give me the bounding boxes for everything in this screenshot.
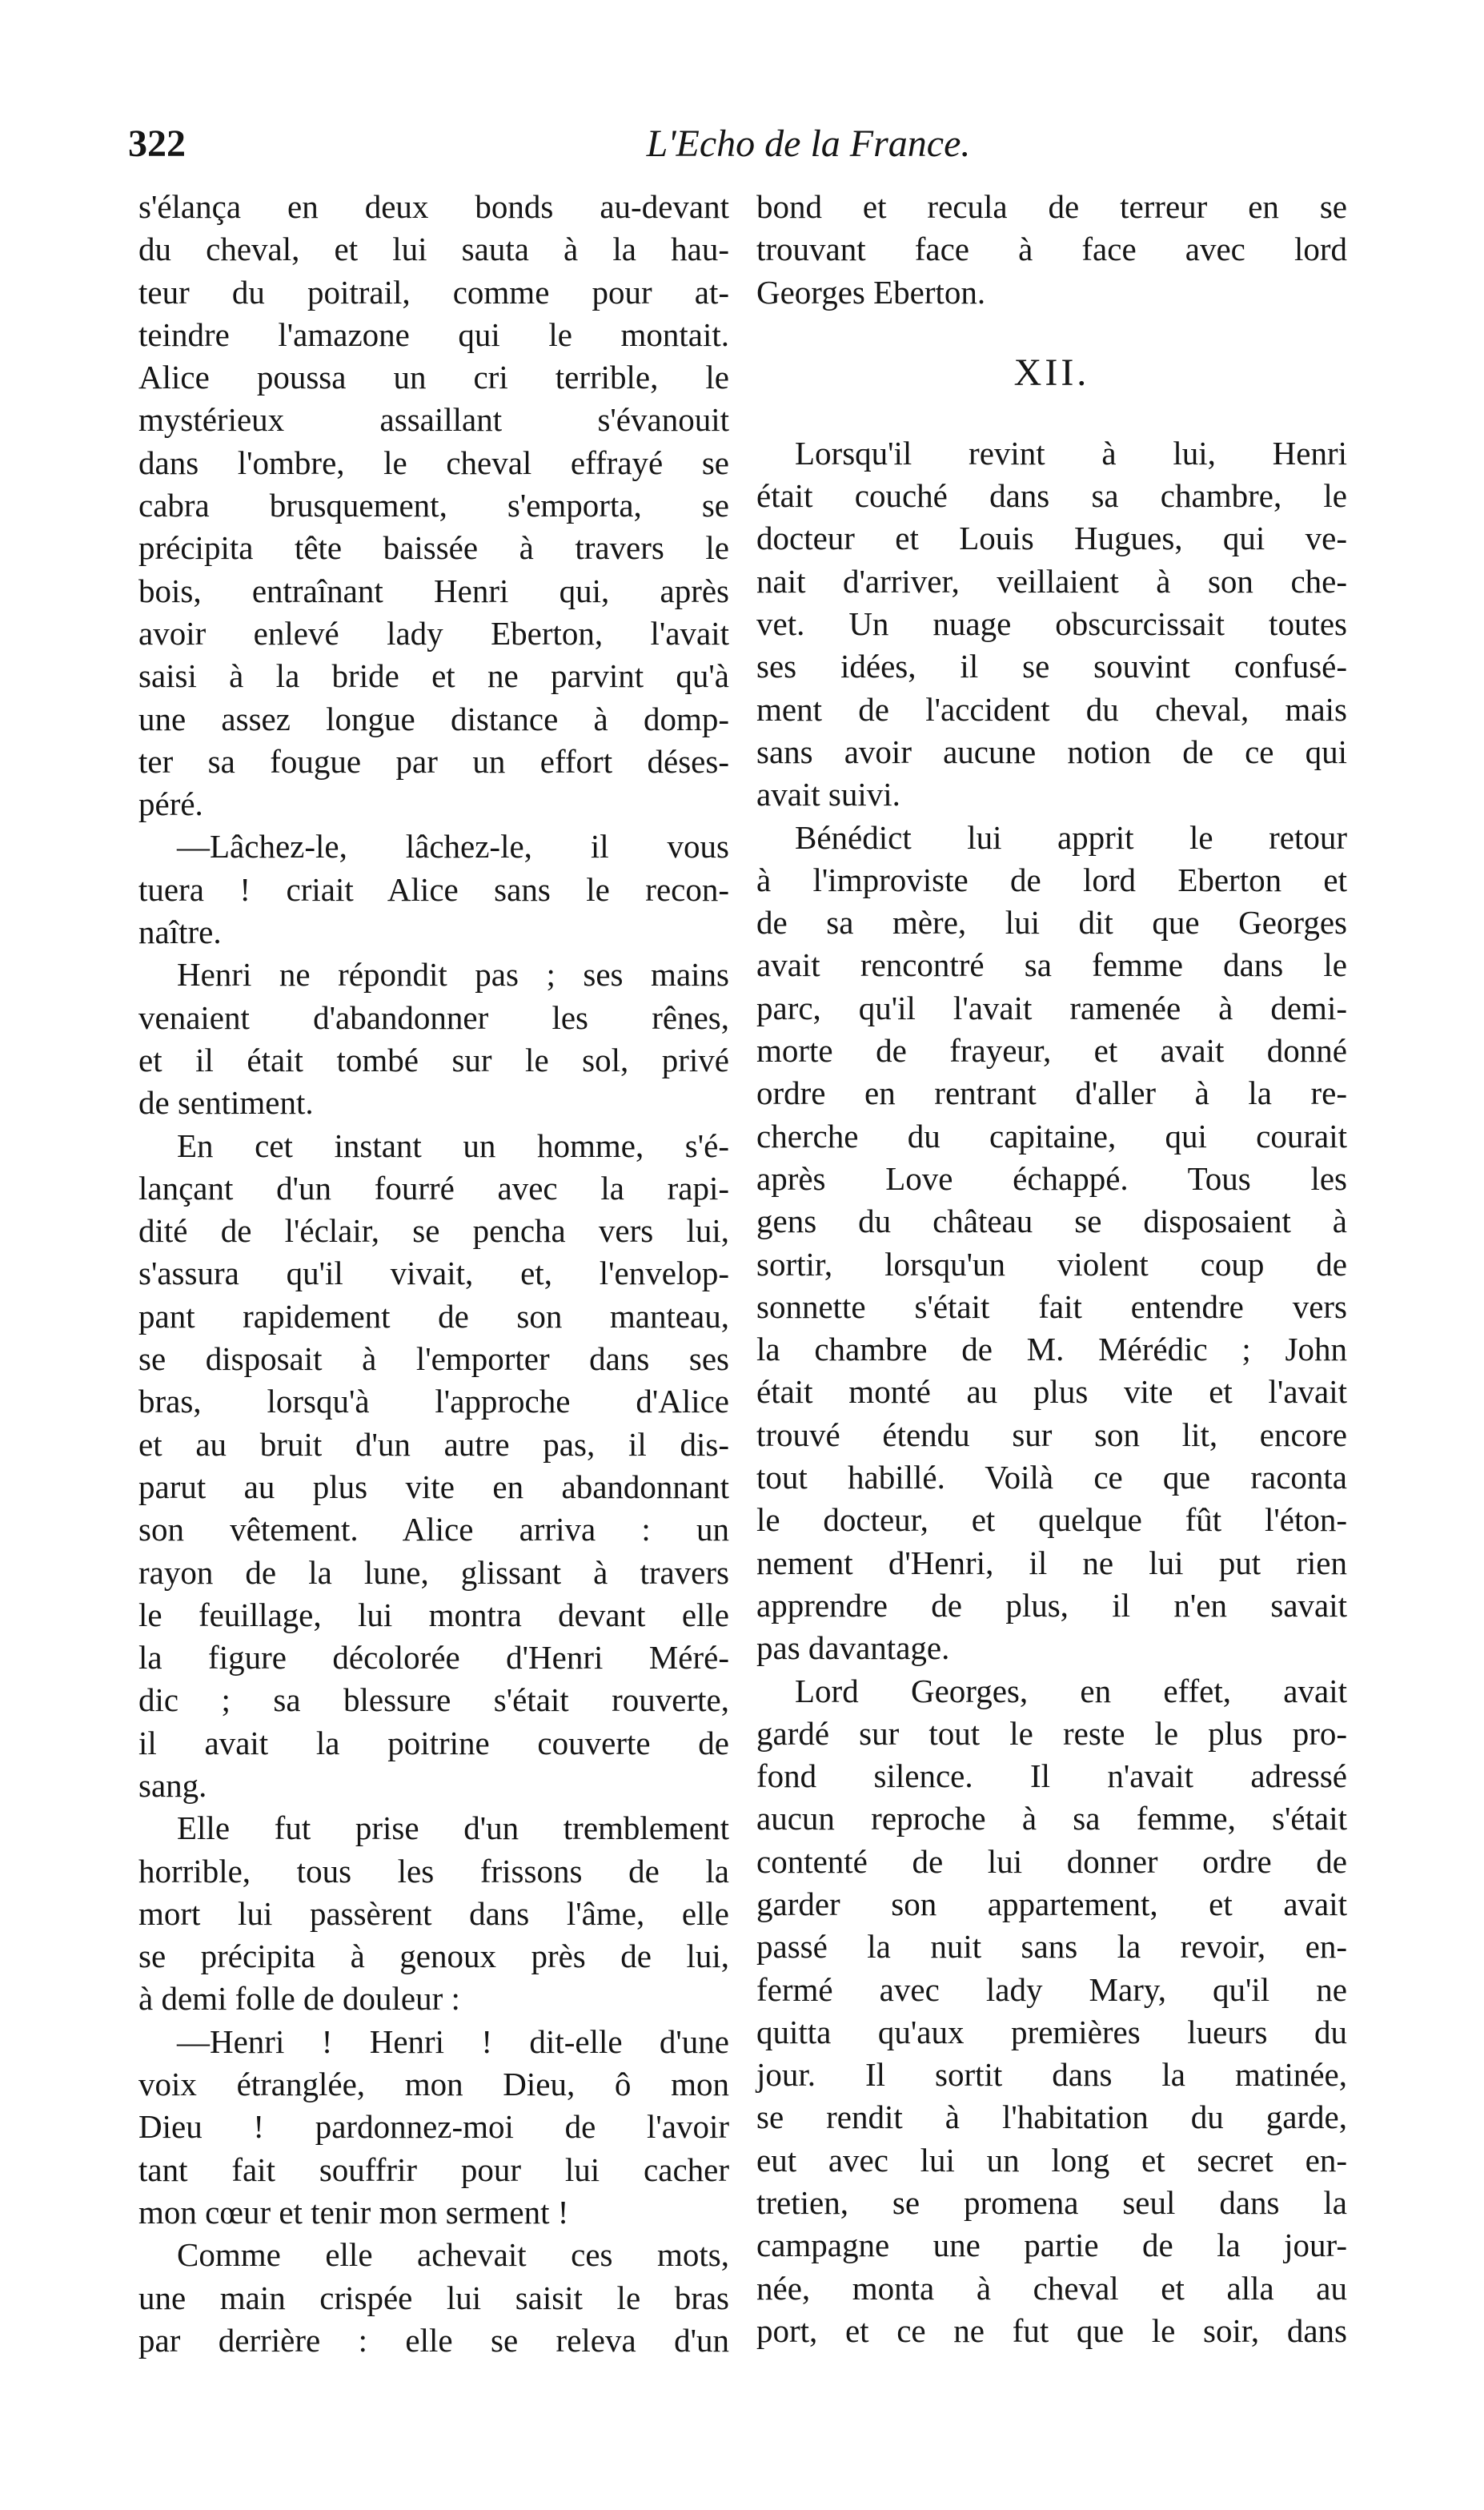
text-line: s'assura qu'il vivait, et, l'envelop- bbox=[138, 1255, 729, 1292]
text-line: tant fait souffrir pour lui cacher bbox=[138, 2151, 729, 2188]
text-line: gens du château se disposaient à bbox=[756, 1203, 1347, 1240]
text-line: se précipita à genoux près de lui, bbox=[138, 1938, 729, 1975]
text-line: eut avec lui un long et secret en- bbox=[756, 2141, 1347, 2179]
text-line: dic ; sa blessure s'était rouverte, bbox=[138, 1681, 729, 1719]
text-line: quitta qu'aux premières lueurs du bbox=[756, 2013, 1347, 2050]
text-line: nement d'Henri, il ne lui put rien bbox=[756, 1544, 1347, 1581]
page-header bbox=[128, 120, 1361, 176]
text-line: naître. bbox=[138, 914, 222, 951]
text-line: tretien, se promena seul dans la bbox=[756, 2184, 1347, 2222]
paragraph bbox=[756, 817, 1347, 1670]
text-line: précipita tête baissée à travers le bbox=[138, 529, 729, 567]
left-column bbox=[138, 186, 729, 2362]
text-line: Alice poussa un cri terrible, le bbox=[138, 359, 729, 396]
text-line: sans avoir aucune notion de ce qui bbox=[756, 733, 1347, 770]
text-line: apprendre de plus, il n'en savait bbox=[756, 1586, 1347, 1624]
text-line: tuera ! criait Alice sans le recon- bbox=[138, 870, 729, 908]
text-line: péré. bbox=[138, 785, 203, 823]
text-line: mort lui passèrent dans l'âme, elle bbox=[138, 1894, 729, 1932]
text-line: passé la nuit sans la revoir, en- bbox=[756, 1928, 1347, 1966]
text-line: contenté de lui donner ordre de bbox=[756, 1842, 1347, 1880]
text-line: campagne une partie de la jour- bbox=[756, 2227, 1347, 2264]
text-line: après Love échappé. Tous les bbox=[756, 1159, 1347, 1197]
text-line: venaient d'abandonner les rênes, bbox=[138, 998, 729, 1036]
text-line: vet. Un nuage obscurcissait toutes bbox=[756, 605, 1347, 643]
paragraph bbox=[138, 825, 729, 954]
text-line: Dieu ! pardonnez-moi de l'avoir bbox=[138, 2108, 729, 2146]
text-line: cherche du capitaine, qui courait bbox=[756, 1117, 1347, 1155]
text-line: une main crispée lui saisit le bras bbox=[138, 2279, 729, 2316]
text-line: trouvé étendu sur son lit, encore bbox=[756, 1416, 1347, 1453]
text-line: bois, entraînant Henri qui, après bbox=[138, 572, 729, 609]
text-line: le feuillage, lui montra devant elle bbox=[138, 1596, 729, 1633]
text-line: se rendit à l'habitation du garde, bbox=[756, 2098, 1347, 2136]
text-line: Lord Georges, en effet, avait bbox=[795, 1672, 1347, 1709]
text-line: cabra brusquement, s'emporta, se bbox=[138, 487, 729, 524]
text-line: aucun reproche à sa femme, s'était bbox=[756, 1800, 1347, 1837]
text-line: ment de l'accident du cheval, mais bbox=[756, 690, 1347, 728]
text-line: ses idées, il se souvint confusé- bbox=[756, 648, 1347, 685]
paragraph bbox=[138, 2234, 729, 2362]
text-line: du cheval, et lui sauta à la hau- bbox=[138, 231, 729, 268]
text-line: bond et recula de terreur en se bbox=[756, 188, 1347, 225]
paragraph bbox=[756, 186, 1347, 314]
paragraph bbox=[756, 432, 1347, 817]
text-line: était couché dans sa chambre, le bbox=[756, 477, 1347, 515]
paragraph bbox=[138, 1807, 729, 2020]
text-line: docteur et Louis Hugues, qui ve- bbox=[756, 520, 1347, 557]
text-line: née, monta à cheval et alla au bbox=[756, 2269, 1347, 2307]
text-line: saisi à la bride et ne parvint qu'à bbox=[138, 657, 729, 695]
text-line: gardé sur tout le reste le plus pro- bbox=[756, 1714, 1347, 1752]
text-line: avoir enlevé lady Eberton, l'avait bbox=[138, 614, 729, 652]
text-line: avait rencontré sa femme dans le bbox=[756, 946, 1347, 984]
text-line: Georges Eberton. bbox=[756, 273, 986, 311]
text-line: son vêtement. Alice arriva : un bbox=[138, 1511, 729, 1548]
text-line: teindre l'amazone qui le montait. bbox=[138, 315, 729, 353]
text-line: se disposait à l'emporter dans ses bbox=[138, 1340, 729, 1378]
text-line: dans l'ombre, le cheval effrayé se bbox=[138, 444, 729, 481]
text-line: avait suivi. bbox=[756, 776, 900, 813]
text-line: sonnette s'était fait entendre vers bbox=[756, 1287, 1347, 1325]
text-line: Lorsqu'il revint à lui, Henri bbox=[795, 434, 1347, 472]
text-line: —Lâchez-le, lâchez-le, il vous bbox=[177, 828, 729, 865]
text-line: garder son appartement, et avait bbox=[756, 1885, 1347, 1922]
text-line: En cet instant un homme, s'é- bbox=[177, 1126, 729, 1164]
text-line: et il était tombé sur le sol, privé bbox=[138, 1041, 729, 1078]
page-number: 322 bbox=[128, 122, 186, 165]
text-line: jour. Il sortit dans la matinée, bbox=[756, 2056, 1347, 2094]
text-line: la figure décolorée d'Henri Méré- bbox=[138, 1639, 729, 1677]
text-line: il avait la poitrine couverte de bbox=[138, 1724, 729, 1761]
text-line: s'élança en deux bonds au-devant bbox=[138, 188, 729, 225]
text-line: fermé avec lady Mary, qu'il ne bbox=[756, 1970, 1347, 2008]
text-line: teur du poitrail, comme pour at- bbox=[138, 273, 729, 311]
text-line: sang. bbox=[138, 1766, 207, 1804]
text-line: à demi folle de douleur : bbox=[138, 1980, 460, 2018]
text-line: dité de l'éclair, se pencha vers lui, bbox=[138, 1212, 729, 1250]
text-line: et au bruit d'un autre pas, il dis- bbox=[138, 1425, 729, 1463]
text-line: Bénédict lui apprit le retour bbox=[795, 818, 1347, 856]
text-line: port, et ce ne fut que le soir, dans bbox=[756, 2311, 1347, 2349]
text-line: voix étranglée, mon Dieu, ô mon bbox=[138, 2066, 729, 2103]
text-line: Elle fut prise d'un tremblement bbox=[177, 1809, 729, 1847]
text-line: était monté au plus vite et l'avait bbox=[756, 1373, 1347, 1411]
text-line: morte de frayeur, et avait donné bbox=[756, 1032, 1347, 1070]
text-line: bras, lorsqu'à l'approche d'Alice bbox=[138, 1383, 729, 1420]
text-line: mystérieux assaillant s'évanouit bbox=[138, 401, 729, 439]
paragraph bbox=[138, 186, 729, 825]
text-line: de sa mère, lui dit que Georges bbox=[756, 904, 1347, 942]
text-line: Comme elle achevait ces mots, bbox=[177, 2236, 729, 2274]
text-line: mon cœur et tenir mon serment ! bbox=[138, 2193, 569, 2231]
text-line: nait d'arriver, veillaient à son che- bbox=[756, 562, 1347, 600]
paragraph bbox=[756, 1670, 1347, 2353]
paragraph bbox=[138, 1125, 729, 1808]
text-line: parut au plus vite en abandonnant bbox=[138, 1468, 729, 1505]
text-line: la chambre de M. Mérédic ; John bbox=[756, 1331, 1347, 1368]
text-line: une assez longue distance à domp- bbox=[138, 700, 729, 737]
paragraph bbox=[138, 954, 729, 1124]
text-line: lançant d'un fourré avec la rapi- bbox=[138, 1169, 729, 1207]
running-title: L'Echo de la France. bbox=[646, 122, 971, 165]
text-line: sortir, lorsqu'un violent coup de bbox=[756, 1245, 1347, 1283]
text-line: rayon de la lune, glissant à travers bbox=[138, 1553, 729, 1591]
text-line: ter sa fougue par un effort déses- bbox=[138, 742, 729, 780]
text-line: tout habillé. Voilà ce que raconta bbox=[756, 1459, 1347, 1496]
text-line: horrible, tous les frissons de la bbox=[138, 1852, 729, 1890]
text-line: par derrière : elle se releva d'un bbox=[138, 2321, 729, 2359]
text-line: ordre en rentrant d'aller à la re- bbox=[756, 1074, 1347, 1112]
text-line: pant rapidement de son manteau, bbox=[138, 1297, 729, 1335]
text-line: à l'improviste de lord Eberton et bbox=[756, 861, 1347, 898]
text-line: trouvant face à face avec lord bbox=[756, 231, 1347, 268]
text-line: fond silence. Il n'avait adressé bbox=[756, 1757, 1347, 1795]
paragraph bbox=[138, 2021, 729, 2234]
text-line: Henri ne répondit pas ; ses mains bbox=[177, 956, 729, 994]
text-line: pas davantage. bbox=[756, 1629, 950, 1667]
right-column bbox=[756, 186, 1347, 2352]
text-line: de sentiment. bbox=[138, 1084, 314, 1122]
text-line: parc, qu'il l'avait ramenée à demi- bbox=[756, 989, 1347, 1026]
text-line: —Henri ! Henri ! dit-elle d'une bbox=[177, 2022, 729, 2060]
text-line: le docteur, et quelque fût l'éton- bbox=[756, 1501, 1347, 1539]
section-heading: XII. bbox=[1013, 351, 1090, 394]
